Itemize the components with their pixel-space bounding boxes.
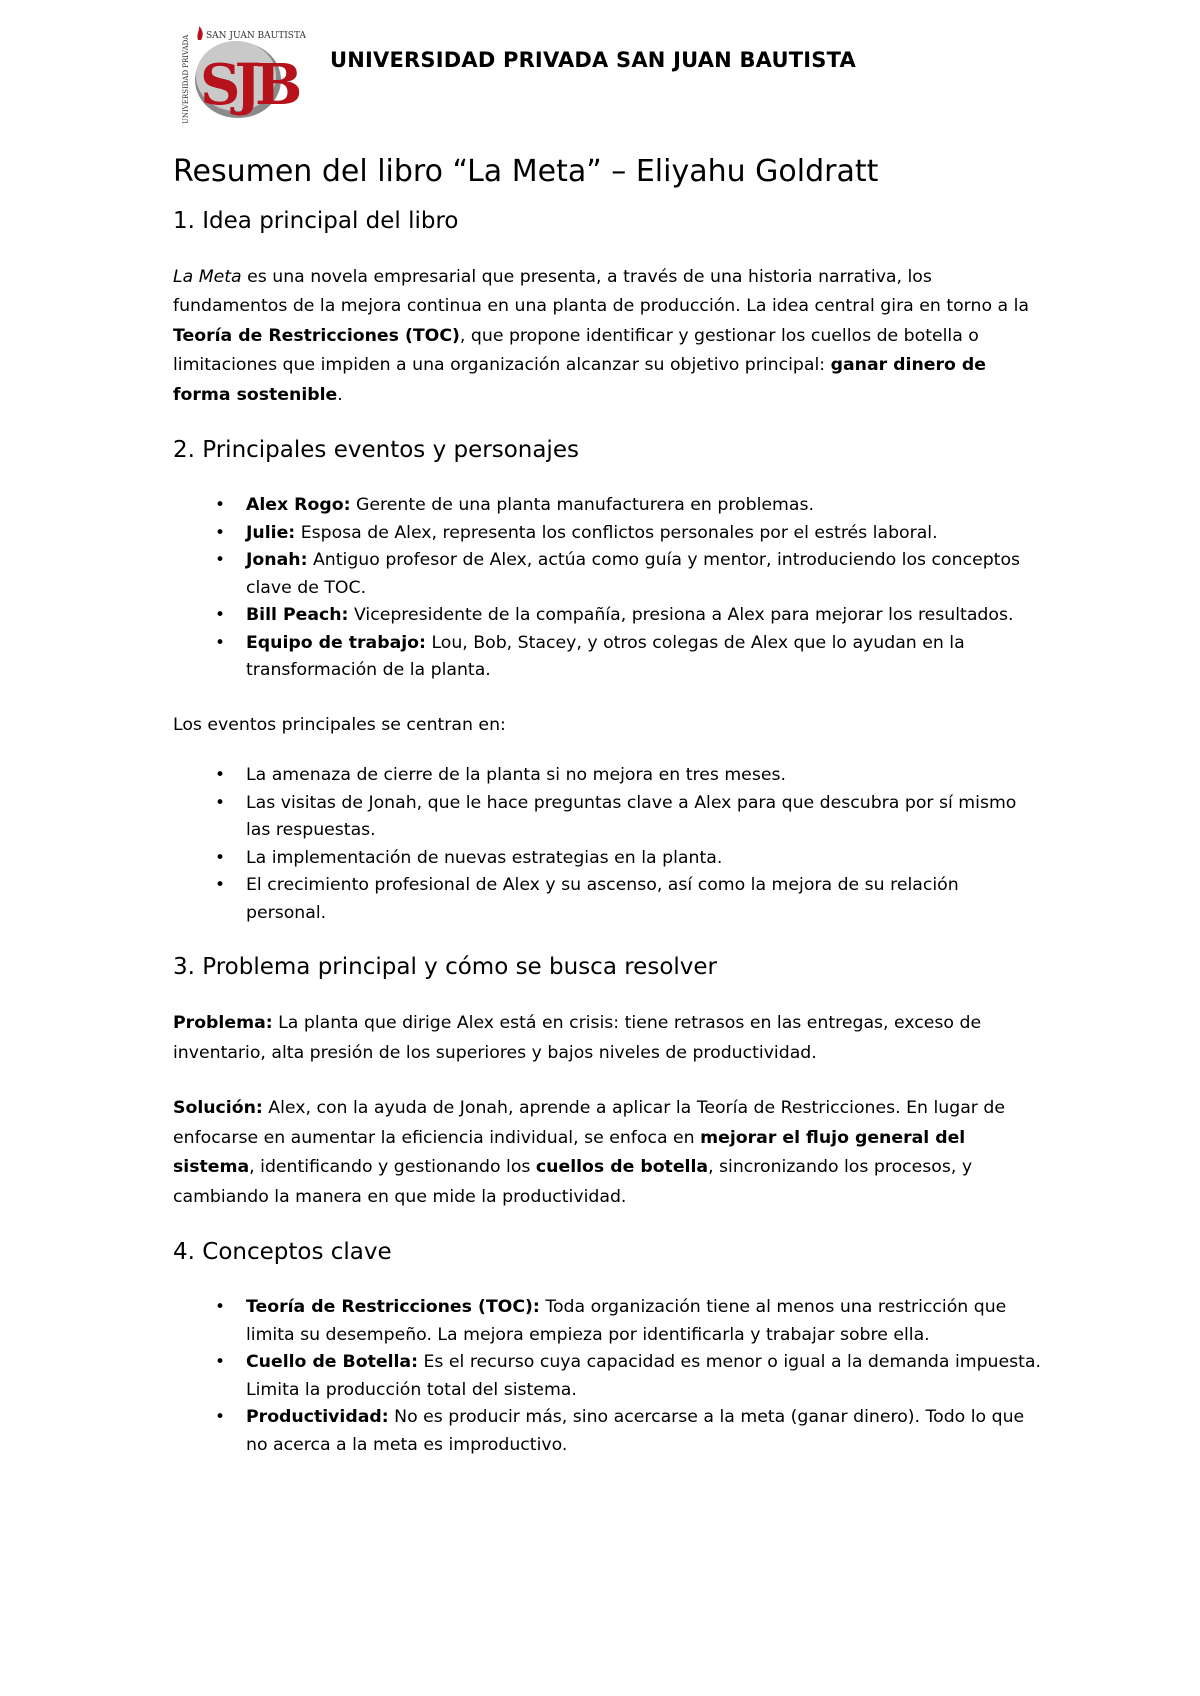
bullet-icon: • [215, 1352, 226, 1373]
list-item: • Julie: Esposa de Alex, representa los conflictos personales por el estrés laboral. [173, 520, 1043, 548]
bullet-icon: • [215, 792, 226, 813]
list-item: • La amenaza de cierre de la planta si no mejora en tres meses. [173, 762, 1043, 790]
logo-side-text: UNIVERSIDAD PRIVADA [182, 34, 190, 124]
list-item: • Cuello de Botella: Es el recurso cuya capacidad es menor o igual a la demanda impuesta. Limita la producción total del sistema. [173, 1349, 1043, 1404]
section-1-heading: 1. Idea principal del libro [173, 208, 459, 234]
bullet-icon: • [215, 847, 226, 868]
list-item: • Jonah: Antiguo profesor de Alex, actúa como guía y mentor, introduciendo los conceptos clave de TOC. [173, 547, 1043, 602]
section-3-heading: 3. Problema principal y cómo se busca resolver [173, 954, 717, 981]
section-2-heading: 2. Principales eventos y personajes [173, 437, 579, 464]
section-1-paragraph: La Meta es una novela empresarial que presenta, a través de una historia narrativa, los fundamentos de la mejora continua en una planta de producción. La idea central gira en torno a la Teoría de Restricciones (TOC), que propone identificar y gestionar los cuellos de botella o limitaciones que impiden a una organización alcanzar su objetivo principal: ganar dinero de forma sostenible. [173, 266, 1029, 405]
list-item: • La implementación de nuevas estrategias en la planta. [173, 845, 1043, 873]
problem-paragraph: Problema: La planta que dirige Alex está en crisis: tiene retrasos en las entregas, exceso de inventario, alta presión de los superiores y bajos niveles de productividad. [173, 1013, 982, 1063]
document-title: Resumen del libro “La Meta” – Eliyahu Goldratt [173, 154, 879, 189]
bullet-icon: • [215, 875, 226, 896]
list-item: • Equipo de trabajo: Lou, Bob, Stacey, y otros colegas de Alex que lo ayudan en la transformación de la planta. [173, 630, 1043, 685]
list-item: • Productividad: No es producir más, sino acercarse a la meta (ganar dinero). Todo lo que no acerca a la meta es improductivo. [173, 1404, 1043, 1459]
concepts-list [173, 1294, 1043, 1459]
university-logo [178, 24, 306, 128]
list-item: • Teoría de Restricciones (TOC): Toda organización tiene al menos una restricción que limita su desempeño. La mejora empieza por identificarla y trabajar sobre ella. [173, 1294, 1043, 1349]
bullet-icon: • [215, 632, 226, 653]
logo-top-text: SAN JUAN BAUTISTA [206, 31, 306, 41]
bullet-icon: • [215, 1297, 226, 1318]
university-name: UNIVERSIDAD PRIVADA SAN JUAN BAUTISTA [330, 48, 856, 72]
logo-initials: SJB [200, 52, 297, 118]
characters-list [173, 492, 1043, 685]
bullet-icon: • [215, 522, 226, 543]
solution-paragraph: Solución: Alex, con la ayuda de Jonah, aprende a aplicar la Teoría de Restricciones. En lugar de enfocarse en aumentar la eficiencia individual, se enfoca en mejorar el flujo general del sistema, identificando y gestionando los cuellos de botella, sincronizando los procesos, y cambiando la manera en que mide la productividad. [173, 1098, 1006, 1207]
bullet-icon: • [215, 605, 226, 626]
list-item: • El crecimiento profesional de Alex y su ascenso, así como la mejora de su relación personal. [173, 872, 1043, 927]
list-item: • Bill Peach: Vicepresidente de la compañía, presiona a Alex para mejorar los resultados. [173, 602, 1043, 630]
section-4-heading: 4. Conceptos clave [173, 1239, 392, 1266]
bullet-icon: • [215, 495, 226, 516]
document-body [173, 152, 1043, 1485]
bullet-icon: • [215, 1407, 226, 1428]
list-item: • Las visitas de Jonah, que le hace preguntas clave a Alex para que descubra por sí mismo las respuestas. [173, 790, 1043, 845]
bullet-icon: • [215, 550, 226, 571]
events-list [173, 762, 1043, 927]
logo-flame [197, 26, 202, 40]
book-title-italic: La Meta [173, 266, 242, 287]
events-intro: Los eventos principales se centran en: [173, 714, 506, 735]
bullet-icon: • [215, 765, 226, 786]
list-item: • Alex Rogo: Gerente de una planta manufacturera en problemas. [173, 492, 1043, 520]
